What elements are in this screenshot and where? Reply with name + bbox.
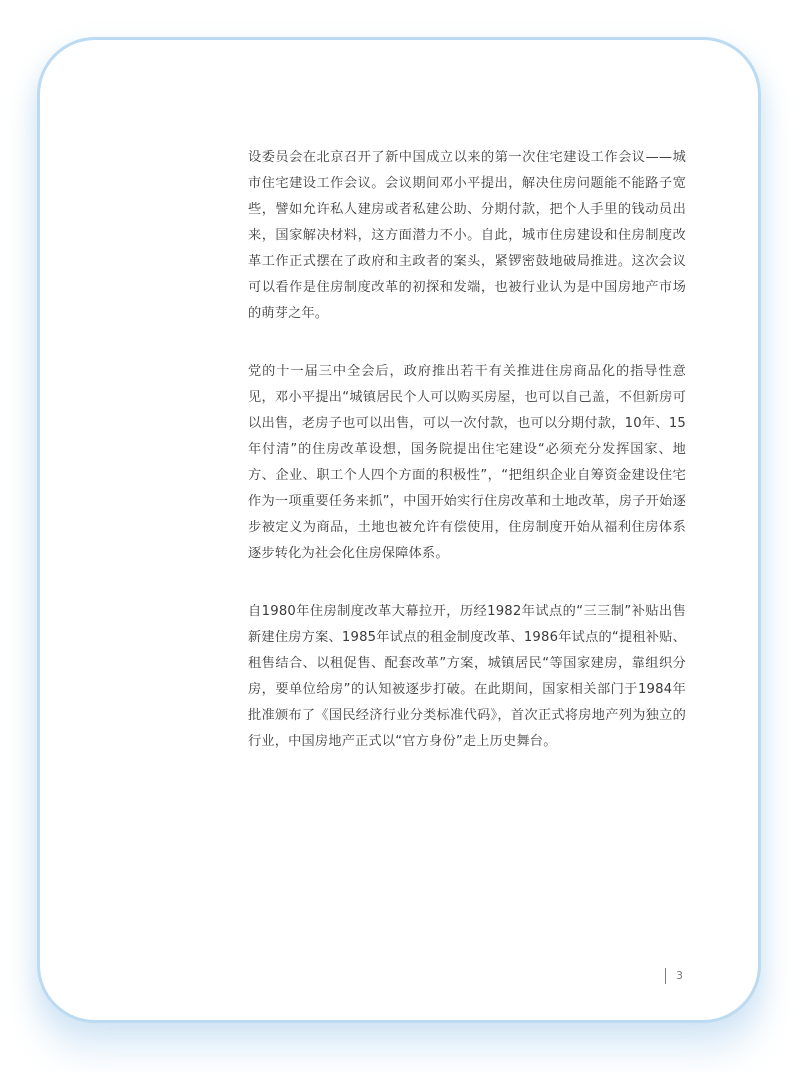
document-body xyxy=(248,145,686,787)
page-number xyxy=(665,967,683,985)
page-number-text: 3 xyxy=(676,969,683,982)
paragraph-2: 党的十一届三中全会后，政府推出若干有关推进住房商品化的指导性意见，邓小平提出“城镇居民个人可以购买房屋，也可以自己盖，不但新房可以出售，老房子也可以出售，可以一次付款，也可以分期付款，10年、15年付清”的住房改革设想，国务院提出住宅建设“必须充分发挥国家、地方、企业、职工个人四个方面的积极性”，“把组织企业自筹资金建设住宅作为一项重要任务来抓”，中国开始实行住房改革和土地改革，房子开始逐步被定义为商品，土地也被允许有偿使用，住房制度开始从福利住房体系逐步转化为社会化住房保障体系。 xyxy=(248,364,686,561)
page-number-divider xyxy=(665,968,666,984)
paragraph-1: 设委员会在北京召开了新中国成立以来的第一次住宅建设工作会议——城市住宅建设工作会议。会议期间邓小平提出，解决住房问题能不能路子宽些，譬如允许私人建房或者私建公助、分期付款，把个人手里的钱动员出来，国家解决材料，这方面潜力不小。自此，城市住房建设和住房制度改革工作正式摆在了政府和主政者的案头，紧锣密鼓地破局推进。这次会议可以看作是住房制度改革的初探和发端，也被行业认为是中国房地产市场的萌芽之年。 xyxy=(248,150,686,321)
paragraph-3: 自1980年住房制度改革大幕拉开，历经1982年试点的“三三制”补贴出售新建住房方案、1985年试点的租金制度改革、1986年试点的“提租补贴、租售结合、以租促售、配套改革”方案，城镇居民“等国家建房，靠组织分房，要单位给房”的认知被逐步打破。在此期间，国家相关部门于1984年批准颁布了《国民经济行业分类标准代码》，首次正式将房地产列为独立的行业，中国房地产正式以“官方身份”走上历史舞台。 xyxy=(248,604,686,749)
